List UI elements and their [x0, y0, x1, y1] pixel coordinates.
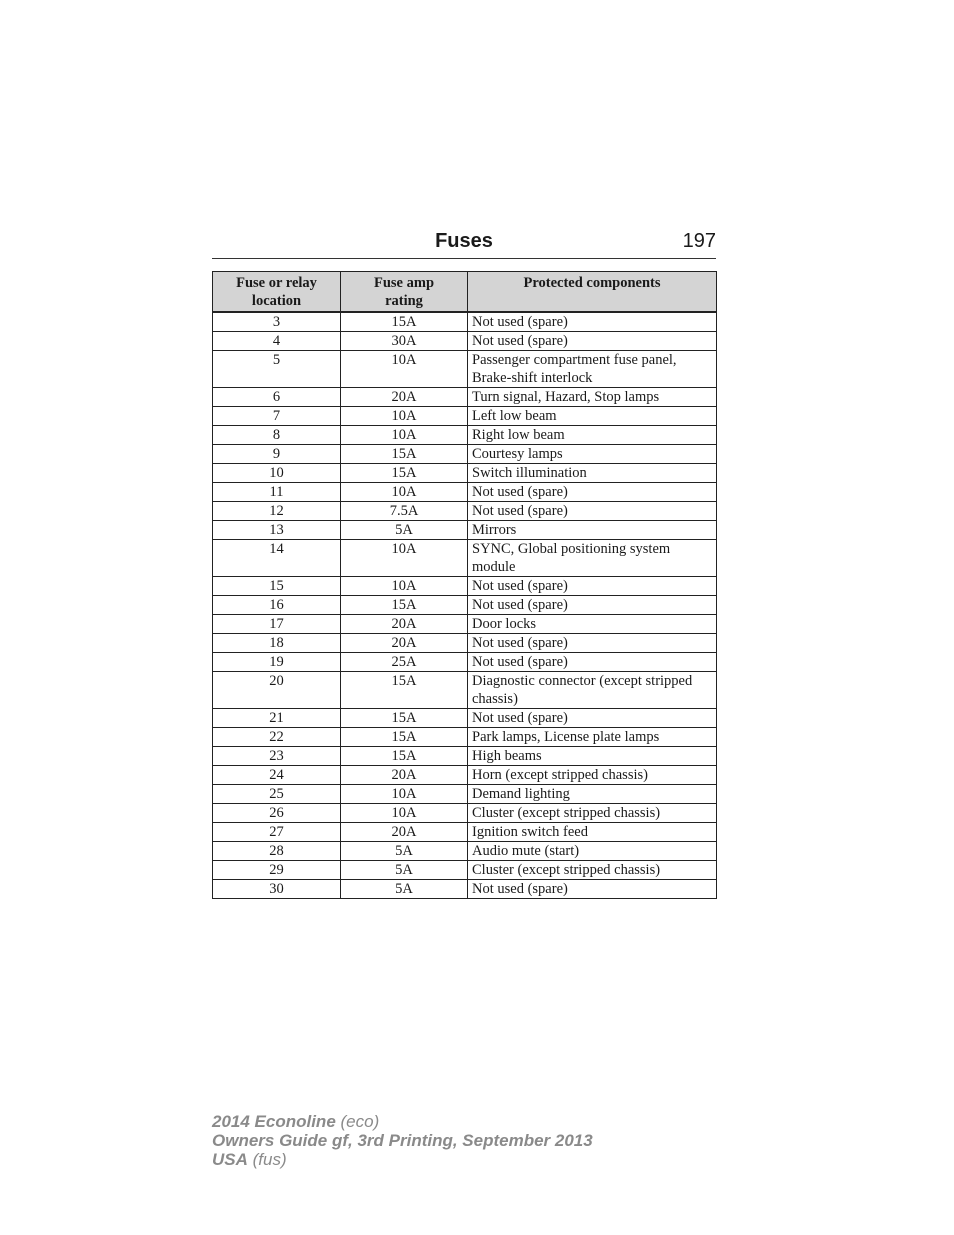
cell-component: Not used (spare)	[468, 653, 717, 672]
column-header-components	[468, 272, 717, 313]
table-row	[213, 842, 717, 861]
table-row	[213, 577, 717, 596]
table-header-row	[213, 272, 717, 313]
cell-location: 13	[213, 521, 341, 540]
cell-rating: 25A	[341, 653, 468, 672]
cell-location: 28	[213, 842, 341, 861]
table-row	[213, 861, 717, 880]
cell-location: 25	[213, 785, 341, 804]
cell-location: 22	[213, 728, 341, 747]
cell-component: Park lamps, License plate lamps	[468, 728, 717, 747]
cell-component: Switch illumination	[468, 464, 717, 483]
cell-rating: 15A	[341, 464, 468, 483]
cell-location: 8	[213, 426, 341, 445]
cell-rating: 7.5A	[341, 502, 468, 521]
cell-location: 20	[213, 672, 341, 709]
cell-component: Diagnostic connector (except stripped chassis)	[468, 672, 717, 709]
cell-component: Ignition switch feed	[468, 823, 717, 842]
cell-rating: 30A	[341, 332, 468, 351]
cell-location: 17	[213, 615, 341, 634]
footer-model-code: (eco)	[335, 1112, 380, 1131]
cell-rating: 5A	[341, 521, 468, 540]
cell-rating: 10A	[341, 483, 468, 502]
cell-component: Door locks	[468, 615, 717, 634]
cell-component: Not used (spare)	[468, 880, 717, 899]
footer-line-1	[212, 1112, 593, 1131]
cell-rating: 15A	[341, 728, 468, 747]
table-row	[213, 747, 717, 766]
cell-component: Not used (spare)	[468, 332, 717, 351]
cell-component: SYNC, Global positioning system module	[468, 540, 717, 577]
cell-location: 30	[213, 880, 341, 899]
table-row	[213, 804, 717, 823]
cell-location: 3	[213, 312, 341, 332]
cell-component: Right low beam	[468, 426, 717, 445]
page-header	[212, 228, 716, 259]
cell-location: 7	[213, 407, 341, 426]
table-row	[213, 709, 717, 728]
cell-rating: 20A	[341, 766, 468, 785]
table-row	[213, 445, 717, 464]
footer-line-3	[212, 1150, 593, 1169]
table-row	[213, 351, 717, 388]
cell-location: 15	[213, 577, 341, 596]
table-row	[213, 653, 717, 672]
cell-rating: 20A	[341, 823, 468, 842]
cell-location: 6	[213, 388, 341, 407]
page-number: 197	[682, 230, 716, 252]
footer-edition: Owners Guide gf, 3rd Printing, September 2013	[212, 1131, 593, 1150]
cell-component: Mirrors	[468, 521, 717, 540]
table-row	[213, 540, 717, 577]
cell-rating: 20A	[341, 615, 468, 634]
column-header-location	[213, 272, 341, 313]
column-header-line: rating	[385, 293, 423, 309]
cell-component: Left low beam	[468, 407, 717, 426]
cell-rating: 10A	[341, 785, 468, 804]
cell-location: 21	[213, 709, 341, 728]
column-header-rating	[341, 272, 468, 313]
table-row	[213, 388, 717, 407]
table-row	[213, 785, 717, 804]
cell-component: Not used (spare)	[468, 502, 717, 521]
column-header-line: Fuse or relay	[236, 275, 317, 291]
cell-component: Demand lighting	[468, 785, 717, 804]
cell-location: 23	[213, 747, 341, 766]
table-row	[213, 672, 717, 709]
cell-location: 26	[213, 804, 341, 823]
cell-location: 10	[213, 464, 341, 483]
cell-rating: 15A	[341, 445, 468, 464]
table-row	[213, 464, 717, 483]
table-row	[213, 502, 717, 521]
section-title: Fuses	[435, 230, 493, 252]
table-row	[213, 634, 717, 653]
cell-component: Not used (spare)	[468, 483, 717, 502]
cell-component: Audio mute (start)	[468, 842, 717, 861]
table-row	[213, 615, 717, 634]
column-header-line: Fuse amp	[373, 275, 435, 291]
table-row	[213, 312, 717, 332]
cell-component: High beams	[468, 747, 717, 766]
cell-rating: 15A	[341, 596, 468, 615]
cell-location: 4	[213, 332, 341, 351]
cell-location: 29	[213, 861, 341, 880]
table-row	[213, 823, 717, 842]
cell-rating: 5A	[341, 880, 468, 899]
cell-component: Cluster (except stripped chassis)	[468, 804, 717, 823]
cell-rating: 5A	[341, 842, 468, 861]
cell-rating: 10A	[341, 426, 468, 445]
table-row	[213, 728, 717, 747]
cell-rating: 15A	[341, 672, 468, 709]
table-body	[213, 312, 717, 899]
footer-line-2	[212, 1131, 593, 1150]
cell-location: 27	[213, 823, 341, 842]
cell-component: Horn (except stripped chassis)	[468, 766, 717, 785]
cell-component: Passenger compartment fuse panel, Brake-shift interlock	[468, 351, 717, 388]
table-row	[213, 766, 717, 785]
cell-location: 12	[213, 502, 341, 521]
cell-rating: 10A	[341, 540, 468, 577]
cell-rating: 20A	[341, 388, 468, 407]
column-header-line: location	[251, 293, 302, 309]
table-row	[213, 596, 717, 615]
table-row	[213, 332, 717, 351]
cell-component: Not used (spare)	[468, 634, 717, 653]
cell-component: Not used (spare)	[468, 709, 717, 728]
table-row	[213, 426, 717, 445]
table-row	[213, 880, 717, 899]
table-row	[213, 407, 717, 426]
cell-component: Not used (spare)	[468, 577, 717, 596]
fuse-table	[212, 271, 717, 899]
cell-component: Turn signal, Hazard, Stop lamps	[468, 388, 717, 407]
cell-rating: 10A	[341, 407, 468, 426]
cell-location: 11	[213, 483, 341, 502]
cell-location: 19	[213, 653, 341, 672]
cell-rating: 15A	[341, 312, 468, 332]
footer-market-code: (fus)	[247, 1150, 287, 1169]
cell-component: Not used (spare)	[468, 596, 717, 615]
cell-rating: 10A	[341, 804, 468, 823]
cell-location: 14	[213, 540, 341, 577]
cell-component: Courtesy lamps	[468, 445, 717, 464]
cell-location: 24	[213, 766, 341, 785]
cell-location: 5	[213, 351, 341, 388]
cell-rating: 10A	[341, 577, 468, 596]
cell-component: Not used (spare)	[468, 312, 717, 332]
cell-location: 16	[213, 596, 341, 615]
cell-rating: 5A	[341, 861, 468, 880]
footer-model: 2014 Econoline	[212, 1112, 336, 1131]
cell-component: Cluster (except stripped chassis)	[468, 861, 717, 880]
cell-location: 9	[213, 445, 341, 464]
cell-rating: 15A	[341, 709, 468, 728]
footer-market: USA	[212, 1150, 248, 1169]
table-row	[213, 483, 717, 502]
column-header-line: Protected components	[523, 275, 661, 291]
table-row	[213, 521, 717, 540]
document-footer	[212, 1112, 593, 1169]
cell-location: 18	[213, 634, 341, 653]
cell-rating: 15A	[341, 747, 468, 766]
cell-rating: 10A	[341, 351, 468, 388]
cell-rating: 20A	[341, 634, 468, 653]
